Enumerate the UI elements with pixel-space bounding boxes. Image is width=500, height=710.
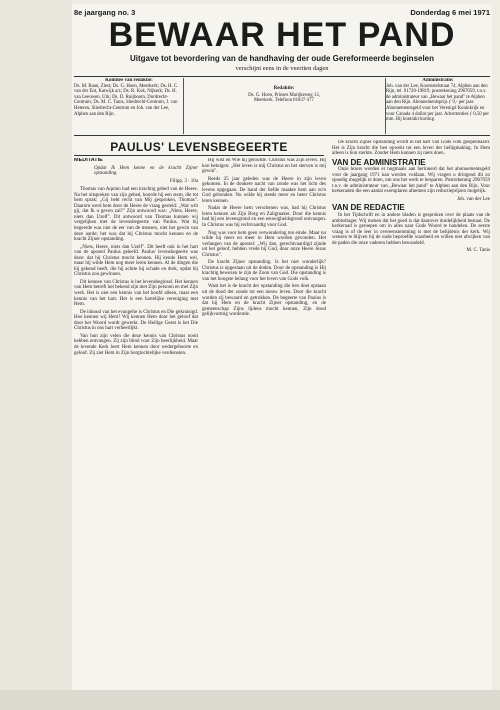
editor-box bbox=[184, 78, 384, 142]
article-column-3 bbox=[332, 140, 490, 700]
editor-heading: Redaktie: bbox=[273, 86, 295, 91]
paragraph: Thomas van Aquino had een krachtig gebed van de Heere. Na het uitspreken van zijn gebed, hoorde hij een stem, die tot hem sprak: „Gij hebt recht van Mij gesproken, Thomas". Daarom werd hem door de Heere de vraag gesteld: „Wat wilt gij, dat Ik u geven zal?" Zijn antwoord was: „Niets, Heere, niets dan Uzelf". Dit antwoord van Thomas kunnen wij vergelijken met de levensbegeerte van Paulus. Wat hij begeerde was niet de eer van de mensen, niet het gewin van deze aarde; het was dat hij Christus mocht kennen en de kracht Zijner opstanding. bbox=[74, 187, 198, 243]
admin-section-heading: VAN DE ADMINISTRATIE bbox=[332, 157, 426, 167]
info-rule bbox=[74, 135, 490, 136]
paragraph: Van hun zijn velen die deze kennis van Christus nooit hebben ontvangen. Zij zijn blind voor Zijn heerlijkheid. Maar de levende Kerk leert Hem kennen door wedergeboorte en geloof. Zij ziet Hem in Zijn borgtochtelijke verdiensten. bbox=[74, 333, 198, 356]
admin-section-text: Onze lezers worden er nogmaals aan herinnerd dat het abonnementsgeld voor de jaargang 1971 kan worden voldaan. Wij vragen u dringend dit zo spoedig mogelijk te doen, om ons het werk te besparen. Postrekening 2967059 t.n.v. de administrateur van „Bewaar het pand" te Alphen aan den Rijn. Voor kerkeraden die een aantal exemplaren afnemen zijn reductieprijzen mogelijk. bbox=[332, 167, 490, 195]
title-rule bbox=[74, 155, 324, 156]
article-column-1 bbox=[74, 158, 198, 698]
frequency-note: verschijnt eens in de veertien dagen bbox=[235, 65, 329, 72]
newspaper-page bbox=[72, 4, 492, 704]
paragraph: De kracht Zijner opstanding wordt in het hart van Gods volk geopenbaard. Het is Zijn kracht die hen opwekt tot een leven der heiligmaking. In Hem alleen is hun sterkte. Zonder Hem kunnen zij niets doen. bbox=[332, 140, 490, 157]
tagline: Uitgave tot bevordering van de handhaving der oude Gereformeerde beginselen bbox=[129, 54, 435, 63]
section-label: MEDITATIE bbox=[74, 158, 103, 163]
volume-number: 8e jaargang no. 3 bbox=[74, 8, 136, 17]
paragraph: De kracht Zijner opstanding. Is het niet wonderlijk? Christus is opgestaan uit de doden. Door de opstanding is Hij krachtig bewezen te zijn de Zoon van God. Die opstanding is van het hoogste belang voor het leven van Gods volk. bbox=[202, 260, 326, 282]
paragraph: Want het is de kracht der opstanding die hen doet opstaan uit de dood der zonde tot een nieuw leven. Door die kracht worden zij bewaard en getrokken. De begeerte van Paulus is dat hij Hem en de kracht Zijner opstanding, en de gemeenschap Zijns lijdens mocht kennen, Zijn dood gelijkvormig wordende. bbox=[202, 284, 326, 318]
editor-phone: Meerkerk. Telefoon 01837-377 bbox=[254, 98, 314, 104]
header-rule bbox=[74, 76, 490, 77]
committee-box bbox=[74, 78, 184, 134]
scripture-reference: Filipp. 3 : 10a bbox=[169, 178, 198, 184]
issue-date: Donderdag 6 mei 1971 bbox=[410, 8, 490, 17]
paragraph: Hij wist en Wie hij geloofde. Christus was Zijn leven. Hij kon betuigen: „Het leven is mij Christus en het sterven is mij gewin". bbox=[202, 158, 326, 175]
article-title: PAULUS' LEVENSBEGEERTE bbox=[110, 140, 288, 154]
paragraph: „Niets, Heere, niets dan Uzelf". Dit heeft ook in het hart van de apostel Paulus geleefd. Paulus' levensbegeerte was deze: dat hij Christus mocht kennen. Hij kende Hem wel, maar hij wilde Hem nog meer leren kennen. Al de dingen die hij gekend heeft, die hij achtte hij schade en drek, opdat hij Christus zou gewinnen. bbox=[74, 244, 198, 278]
paragraph: Reeds 25 jaar geleden was de Heere in zijn leven gekomen. In de donkere nacht van zonde was het licht des levens opgegaan. De hand der liefde maakte hem aan zo'n God gebonden. Nu wilde hij steeds meer en beter Christus leren kennen. bbox=[202, 176, 326, 204]
paragraph: Nadat de Heere hem verschenen was, had hij Christus leren kennen als Zijn Borg en Zaligmaker. Door die kennis had hij een levensgrond en een eeuwigheidsgrond ontvangen. In Christus was hij rechtvaardig voor God. bbox=[202, 206, 326, 229]
redactie-section-heading: VAN DE REDACTIE bbox=[332, 203, 405, 213]
page-edge bbox=[0, 0, 72, 710]
paragraph: Nog was voor hem geen verwondering ten einde. Maar nu wilde hij meer en meer in Hem worden gevonden. Het verlangen van de apostel: „Wij dan, gerechtvaardigd zijnde uit het geloof, hebben vrede bij God, door onze Heere Jezus Christus". bbox=[202, 230, 326, 258]
admin-text: Joh. van der Lee, Koornstelstraat 74, Alphen aan den Rijn, tel. 01720-19819, postrekening 2967059, t.n.v. de administrateur van „Bewaar het pand" te Alphen aan den Rijn. Abonnementsprijs ƒ 9,- per jaar. Abonnementsgeld voor het Verenigd Koninkrijk en voor Canada 4 dollar per jaar. Advertenties ƒ 0,50 per mm. Bij kontrakt korting. bbox=[386, 83, 489, 123]
masthead-title: BEWAAR HET PAND bbox=[108, 16, 456, 54]
admin-box bbox=[386, 78, 490, 134]
page-shadow bbox=[0, 690, 500, 710]
redactie-signature: M. C. Tanis bbox=[466, 248, 490, 254]
epigraph: Opdat Ik Hem kenne en de kracht Zijner opstanding. bbox=[94, 165, 198, 177]
editor-address: Ds. G. Hoen, Prinses Marijkeweg 13, bbox=[248, 92, 320, 98]
admin-signature: Joh. van der Lee bbox=[456, 196, 490, 202]
paragraph: Dit kennen van Christus is het levensbeginsel. Het kennen van Hem betreft het bekend zijn met Zijn persoon en met Zijn werk. Het is niet een kennis van het hoofd alleen, maar een kennis van het hart. Het is een hartelijke vereniging met Hem. bbox=[74, 279, 198, 308]
redactie-section-text: In het Tijdschrift en in andere bladen is gesproken over de plaats van de ambtsdrager. Wij menen dat het goed is dat daarover duidelijkheid bestaat. De kerkeraad is geroepen om in alles naar Gods Woord te handelen. De eerste vraag is of de leer in overeenstemming is met de belijdenis der kerk. Wij wensen te blijven bij de oude beproefde waarheid en willen niet afwijken van de paden die onze vaderen hebben bewandeld. bbox=[332, 213, 490, 246]
article-column-2 bbox=[202, 158, 326, 698]
committee-heading: Komitee van redaktie: bbox=[105, 78, 153, 83]
committee-text: Ds. M. Baan, Ziest; Ds. G. Hoen, Meerkerk; Ds. H. C. van der Ent, Katwijk a/z; Ds. R. Kok, Nijkerk; Ds. H. van Leeuwen, Urk; Ds. D. Ruijboom, Dordrecht-Centrum; Ds. M. C. Tanis, Sliedrecht-Centrum; J. van Heteren, Sliedrecht-Centrum en Joh. van der Lee, Alphen aan den Rijn. bbox=[74, 83, 179, 117]
admin-heading: Administratie: bbox=[422, 78, 454, 83]
paragraph: De inhoud van het evangelie is Christus en Die gekruisigd. Hoe kennen wij Hem? Wij kennen Hem door het geloof dat door het Woord wordt gewerkt. De Heilige Geest is het Die Christus in ons hart verheerlijkt. bbox=[74, 309, 198, 332]
